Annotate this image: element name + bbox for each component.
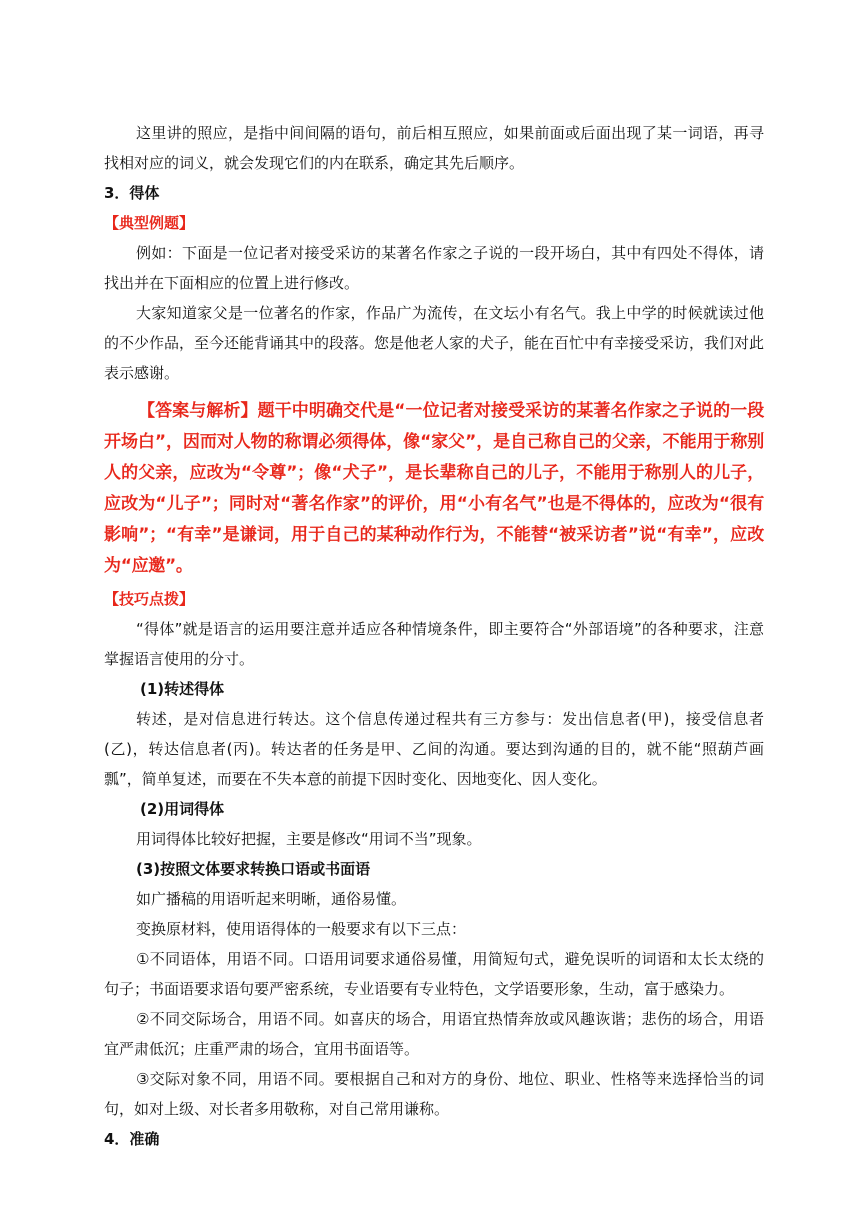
subheading-word-choice: (2)用词得体: [140, 800, 225, 818]
subheading-relay: (1)转述得体: [140, 680, 225, 698]
subheading-style-convert: (3)按照文体要求转换口语或书面语: [136, 860, 371, 878]
paragraph-example-text: 大家知道家父是一位著名的作家，作品广为流传，在文坛小有名气。我上中学的时候就读过他的不少作品，至今还能背诵其中的段落。您是他老人家的犬子，能在百忙中有幸接受采访，我们对此表示感谢。: [104, 304, 765, 382]
paragraph-echo: 这里讲的照应，是指中间间隔的语句，前后相互照应，如果前面或后面出现了某一词语，再寻找相对应的词义，就会发现它们的内在联系，确定其先后顺序。: [104, 124, 764, 172]
watermark-logo: [646, 489, 766, 533]
paragraph-audience: ③交际对象不同，用语不同。要根据自己和对方的身份、地位、职业、性格等来选择恰当的词句，如对上级、对长者多用敬称，对自己常用谦称。: [104, 1070, 764, 1118]
paragraph-tips-intro: “得体”就是语言的运用要注意并适应各种情境条件，即主要符合“外部语境”的各种要求，注意掌握语言使用的分寸。: [104, 620, 764, 668]
paragraph-example-question: 例如：下面是一位记者对接受采访的某著名作家之子说的一段开场白，其中有四处不得体，请找出并在下面相应的位置上进行修改。: [104, 244, 764, 292]
example-heading: 【典型例题】: [104, 214, 195, 232]
answer-analysis: 【答案与解析】题干中明确交代是“一位记者对接受采访的某著名作家之子说的一段开场白”，因而对人物的称谓必须得体，像“家父”，是自己称自己的父亲，不能用于称别人的父亲，应改为“令尊”；像“犬子”，是长辈称自己的儿子，不能用于称别人的儿子，应改为“儿子”；同时对“著名作家”的评价，用“小有名气”也是不得体的，应改为“很有影响”；“有幸”是谦词，用于自己的某种动作行为，不能替“被采访者”说“有幸”，应改为“应邀”。: [104, 401, 764, 576]
paragraph-broadcast: 如广播稿的用语听起来明晰，通俗易懂。: [136, 890, 407, 908]
tips-heading: 【技巧点拨】: [104, 590, 195, 608]
document-body: [104, 118, 764, 1154]
paragraph-relay: 转述，是对信息进行转达。这个信息传递过程共有三方参与：发出信息者(甲)，接受信息者(乙)，转达信息者(丙)。转达者的任务是甲、乙间的沟通。要达到沟通的目的，就不能“照葫芦画瓢”，简单复述，而要在不失本意的前提下因时变化、因地变化、因人变化。: [104, 710, 764, 788]
paragraph-occasion: ②不同交际场合，用语不同。如喜庆的场合，用语宜热情奔放或风趣诙谐；悲伤的场合，用语宜严肃低沉；庄重严肃的场合，宜用书面语等。: [104, 1010, 764, 1058]
paragraph-register: ①不同语体，用语不同。口语用词要求通俗易懂，用简短句式，避免误听的词语和太长太绕的句子；书面语要求语句要严密系统，专业语要有专业特色，文学语要形象，生动，富于感染力。: [104, 950, 764, 998]
section-heading-accuracy: 4．准确: [104, 1130, 160, 1148]
section-heading-appropriateness: 3．得体: [104, 184, 160, 202]
paragraph-requirements: 变换原材料，使用语得体的一般要求有以下三点：: [136, 920, 467, 938]
paragraph-word-choice: 用词得体比较好把握，主要是修改“用词不当”现象。: [136, 830, 482, 848]
